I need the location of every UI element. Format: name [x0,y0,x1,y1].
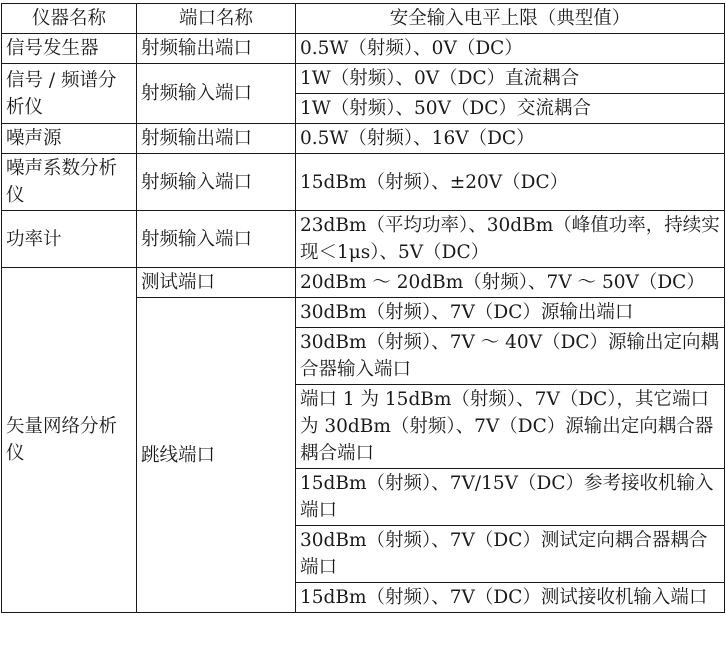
limit-cell: 30dBm（射频）、7V（DC）测试定向耦合器耦合端口 [296,526,725,583]
limit-cell: 15dBm（射频）、7V（DC）测试接收机输入端口 [296,583,725,613]
port-cell: 射频输入端口 [137,154,296,211]
port-cell: 射频输出端口 [137,124,296,154]
safe-input-level-table [1,3,725,613]
table-row [2,211,725,268]
instrument-cell: 信号发生器 [2,34,137,64]
instrument-cell: 信号 / 频谱分析仪 [2,64,137,124]
limit-cell: 15dBm（射频）、±20V（DC） [296,154,725,211]
limit-cell: 20dBm ～ 20dBm（射频）、7V ～ 50V（DC） [296,268,725,298]
port-cell: 射频输入端口 [137,211,296,268]
table-header-row [2,4,725,34]
table-row [2,268,725,298]
limit-cell: 30dBm（射频）、7V（DC）源输出端口 [296,298,725,328]
port-cell: 测试端口 [137,268,296,298]
limit-cell: 1W（射频）、0V（DC）直流耦合 [296,64,725,94]
instrument-cell: 矢量网络分析仪 [2,268,137,613]
instrument-cell: 噪声源 [2,124,137,154]
table-row [2,154,725,211]
limit-cell: 23dBm（平均功率）、30dBm（峰值功率，持续实现＜1μs）、5V（DC） [296,211,725,268]
limit-cell: 1W（射频）、50V（DC）交流耦合 [296,94,725,124]
instrument-cell: 噪声系数分析仪 [2,154,137,211]
table-row [2,64,725,94]
port-cell: 跳线端口 [137,298,296,613]
limit-cell: 15dBm（射频）、7V/15V（DC）参考接收机输入端口 [296,469,725,526]
table-row [2,124,725,154]
port-cell: 射频输入端口 [137,64,296,124]
header-instrument-name: 仪器名称 [2,4,137,34]
instrument-cell: 功率计 [2,211,137,268]
table-row [2,34,725,64]
limit-cell: 0.5W（射频）、16V（DC） [296,124,725,154]
limit-cell: 30dBm（射频）、7V ～ 40V（DC）源输出定向耦合器输入端口 [296,328,725,385]
port-cell: 射频输出端口 [137,34,296,64]
limit-cell: 0.5W（射频）、0V（DC） [296,34,725,64]
limit-cell: 端口 1 为 15dBm（射频）、7V（DC），其它端口为 30dBm（射频）、7V（DC）源输出定向耦合器耦合端口 [296,385,725,469]
header-port-name: 端口名称 [137,4,296,34]
header-safe-input-limit: 安全输入电平上限（典型值） [296,4,725,34]
